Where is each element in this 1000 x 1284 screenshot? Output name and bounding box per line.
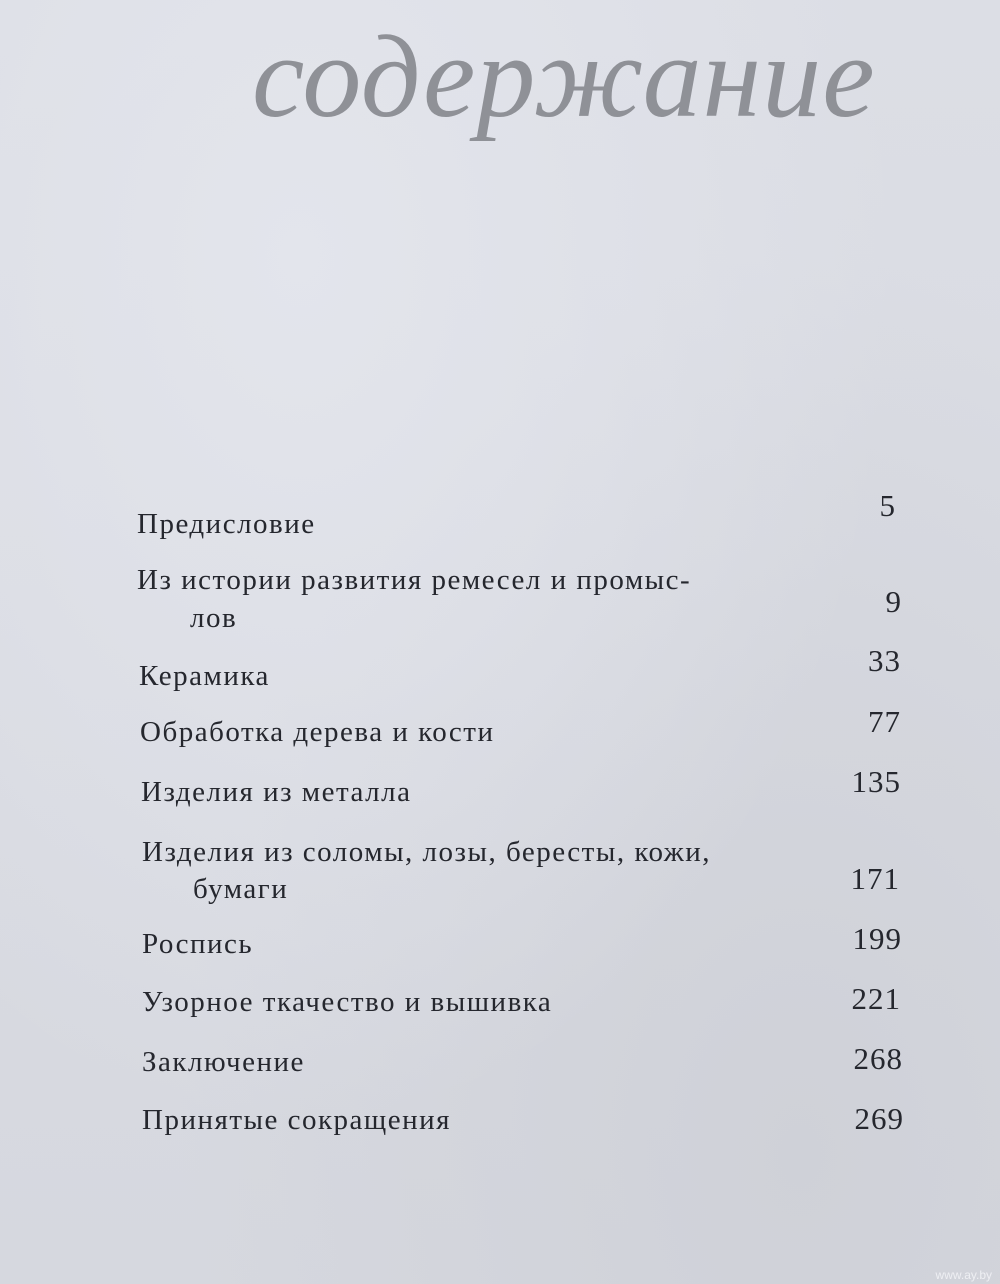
toc-entry-label-continued: бумаги — [193, 873, 289, 905]
toc-entry-page: 5 — [879, 488, 896, 523]
toc-entry-label-continued: лов — [190, 602, 238, 634]
toc-entry-page: 171 — [850, 861, 900, 896]
toc-entry-page: 77 — [868, 704, 901, 739]
toc-entry-label: Изделия из соломы, лозы, бересты, кожи, — [142, 836, 712, 868]
toc-entry-label: Роспись — [142, 928, 254, 960]
toc-entry-label: Заключение — [142, 1046, 305, 1078]
toc-entry-label: Из истории развития ремесел и промыс- — [137, 564, 692, 596]
toc-entry-page: 268 — [853, 1041, 903, 1076]
toc-entry-page: 9 — [885, 584, 902, 619]
toc-entry-label: Предисловие — [137, 508, 316, 540]
toc-entry-label: Керамика — [139, 660, 270, 692]
toc-entry-page: 269 — [854, 1101, 904, 1136]
page-title: содержание — [252, 11, 876, 142]
toc-entry-label: Обработка дерева и кости — [140, 716, 495, 748]
toc-entry-page: 221 — [851, 981, 901, 1016]
toc-entry-page: 33 — [868, 643, 901, 678]
toc-entry-page: 199 — [852, 921, 902, 956]
toc-entry-label: Принятые сокращения — [142, 1104, 452, 1136]
watermark: www.ay.by — [935, 1268, 992, 1282]
toc-entry-page: 135 — [851, 764, 901, 799]
toc-entry-label: Узорное ткачество и вышивка — [142, 986, 553, 1018]
toc-entry-label: Изделия из металла — [141, 776, 412, 808]
